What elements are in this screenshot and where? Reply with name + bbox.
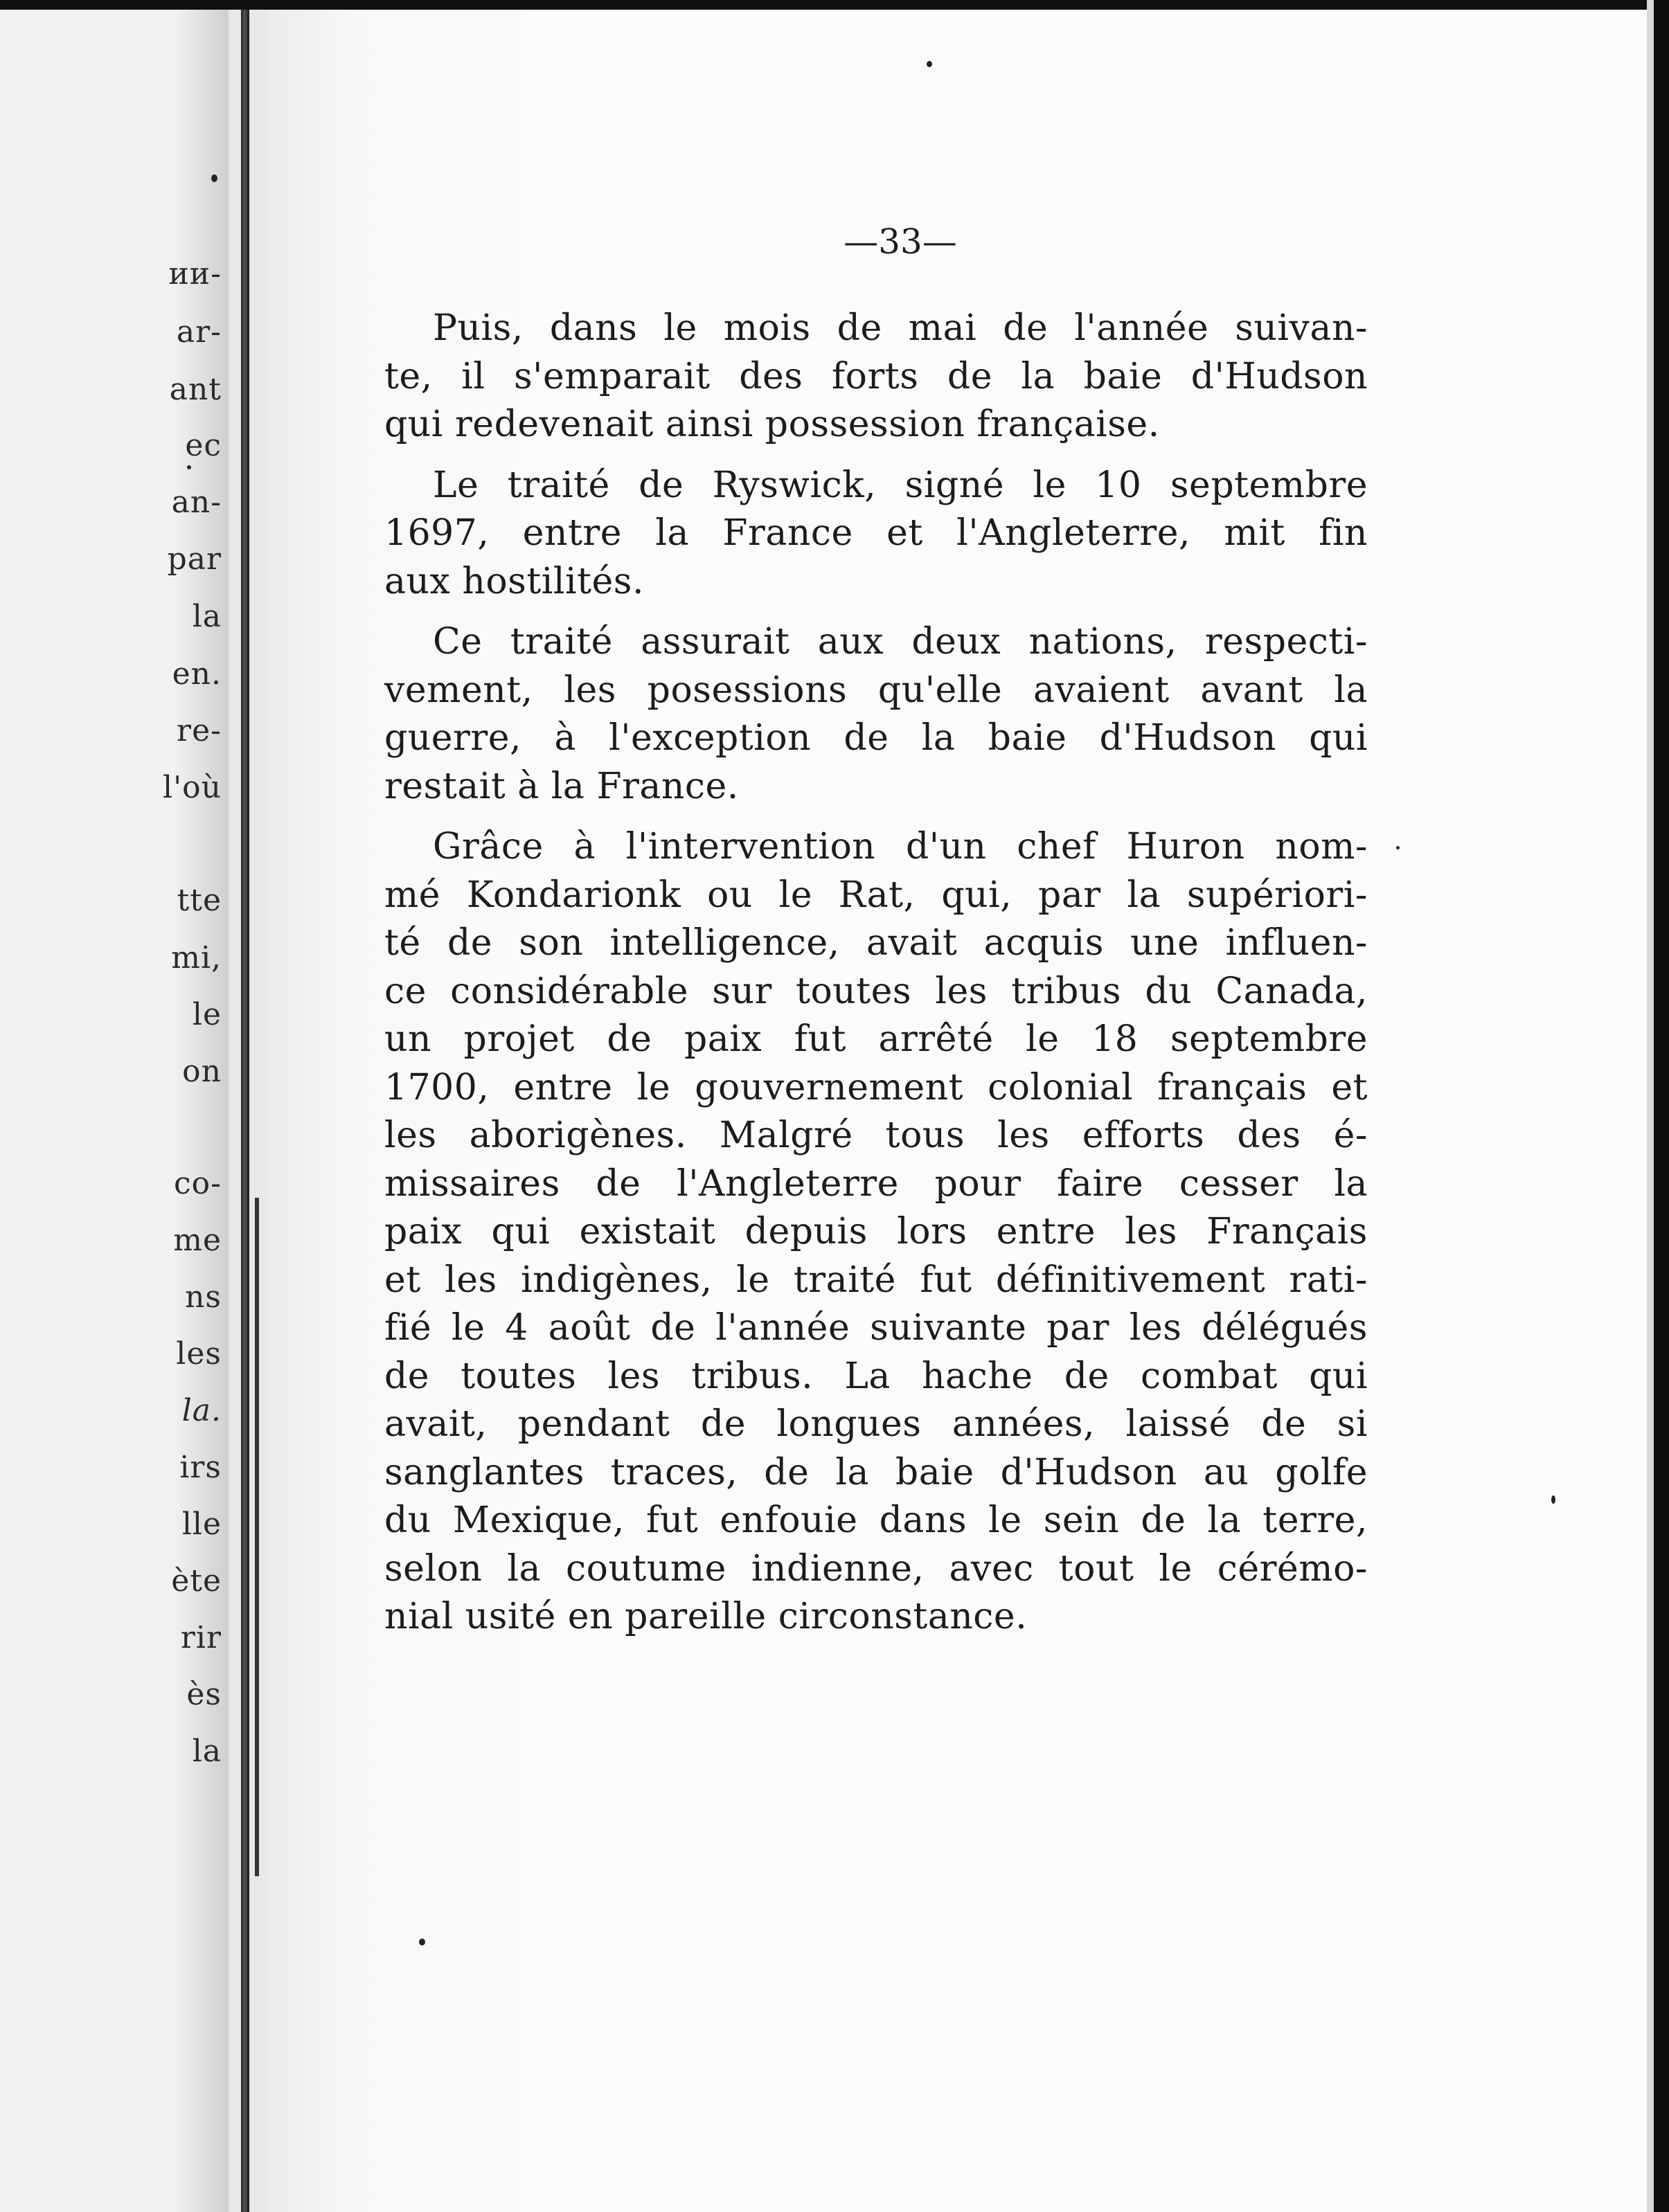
fragment: l'où: [163, 770, 222, 805]
text-line: té de son intelligence, avait acquis une influen-: [384, 922, 1368, 964]
fragment: ec: [185, 428, 222, 463]
speck: [927, 61, 932, 67]
fragment: mi,: [171, 940, 222, 975]
text-line: restait à la France.: [384, 765, 739, 807]
speck: [211, 174, 217, 182]
text-line: du Mexique, fut enfouie dans le sein de la terre,: [384, 1500, 1368, 1541]
fragment: rir: [180, 1620, 222, 1655]
paragraph: [384, 823, 1368, 1642]
body-text: [384, 305, 1368, 1654]
text-line: 1697, entre la France et l'Angleterre, mit fin: [384, 512, 1368, 554]
fragment: le: [192, 997, 222, 1032]
page-edge-right: [1647, 0, 1654, 2212]
text-line: selon la coutume indienne, avec tout le cérémo-: [384, 1547, 1368, 1590]
text-line: Ce traité assurait aux deux nations, respecti-: [433, 621, 1368, 663]
speck: [187, 465, 191, 469]
fragment: irs: [179, 1450, 222, 1485]
page-number: —33—: [844, 222, 957, 262]
fragment: ant: [169, 372, 222, 407]
fragment: la.: [181, 1393, 222, 1428]
fragment: co-: [174, 1166, 222, 1201]
fragment: lle: [181, 1507, 222, 1542]
fragment: re-: [177, 713, 222, 748]
fragment: par: [167, 541, 222, 577]
text-line: Le traité de Ryswick, signé le 10 septembre: [433, 464, 1368, 506]
text-line: qui redevenait ainsi possession française.: [384, 404, 1160, 445]
text-line: guerre, à l'exception de la baie d'Hudson qui: [384, 717, 1368, 759]
fragment: ar-: [176, 314, 222, 350]
text-line: aux hostilités.: [384, 560, 645, 602]
fragment: les: [176, 1336, 222, 1372]
text-line: sanglantes traces, de la baie d'Hudson au golfe: [384, 1451, 1368, 1493]
paragraph: [384, 462, 1368, 606]
text-line: avait, pendant de longues années, laissé de si: [384, 1403, 1368, 1445]
text-line: ce considérable sur toutes les tribus du Canada,: [384, 970, 1368, 1012]
fragment: an-: [171, 485, 222, 520]
text-line: un projet de paix fut arrêté le 18 septembre: [384, 1018, 1368, 1060]
text-line: et les indigènes, le traité fut définitivement rati-: [384, 1259, 1368, 1301]
text-line: Grâce à l'intervention d'un chef Huron nom-: [433, 826, 1368, 867]
text-line: vement, les posessions qu'elle avaient avant la: [384, 669, 1368, 711]
fragment: me: [173, 1223, 222, 1258]
fragment: ète: [171, 1563, 222, 1599]
text-line: Puis, dans le mois de mai de l'année suivan-: [433, 307, 1368, 349]
text-line: te, il s'emparait des forts de la baie d'Hudson: [384, 355, 1368, 397]
fragment: ès: [186, 1677, 222, 1712]
text-line: 1700, entre le gouvernement colonial français et: [384, 1066, 1368, 1108]
text-line: mé Kondarionk ou le Rat, qui, par la supériori-: [384, 874, 1368, 916]
fragment: ns: [185, 1279, 222, 1315]
fragment: la: [192, 1734, 222, 1769]
paragraph: [384, 305, 1368, 449]
scan-border-right: [1654, 0, 1669, 2212]
fragment: on: [182, 1054, 222, 1089]
speck: [1551, 1495, 1555, 1504]
fragment: tte: [177, 883, 222, 918]
binding-line: [241, 0, 249, 2212]
text-line: fié le 4 août de l'année suivante par les délégués: [384, 1307, 1368, 1349]
fragment: la: [192, 599, 222, 634]
text-line: paix qui existait depuis lors entre les Français: [384, 1211, 1368, 1252]
speck: [419, 1939, 425, 1945]
speck: [1396, 846, 1400, 849]
paragraph: [384, 618, 1368, 811]
text-line: missaires de l'Angleterre pour faire cesser la: [384, 1162, 1368, 1205]
text-line: de toutes les tribus. La hache de combat qui: [384, 1355, 1368, 1397]
left-page-text-fragments: [0, 0, 222, 2212]
scan-border-top: [0, 0, 1669, 10]
text-line: les aborigènes. Malgré tous les efforts des é-: [384, 1115, 1368, 1156]
text-line: nial usité en pareille circonstance.: [384, 1596, 1028, 1637]
fragment: ии-: [168, 256, 222, 291]
binding-shadow: [255, 1198, 259, 1876]
fragment: en.: [172, 656, 222, 692]
